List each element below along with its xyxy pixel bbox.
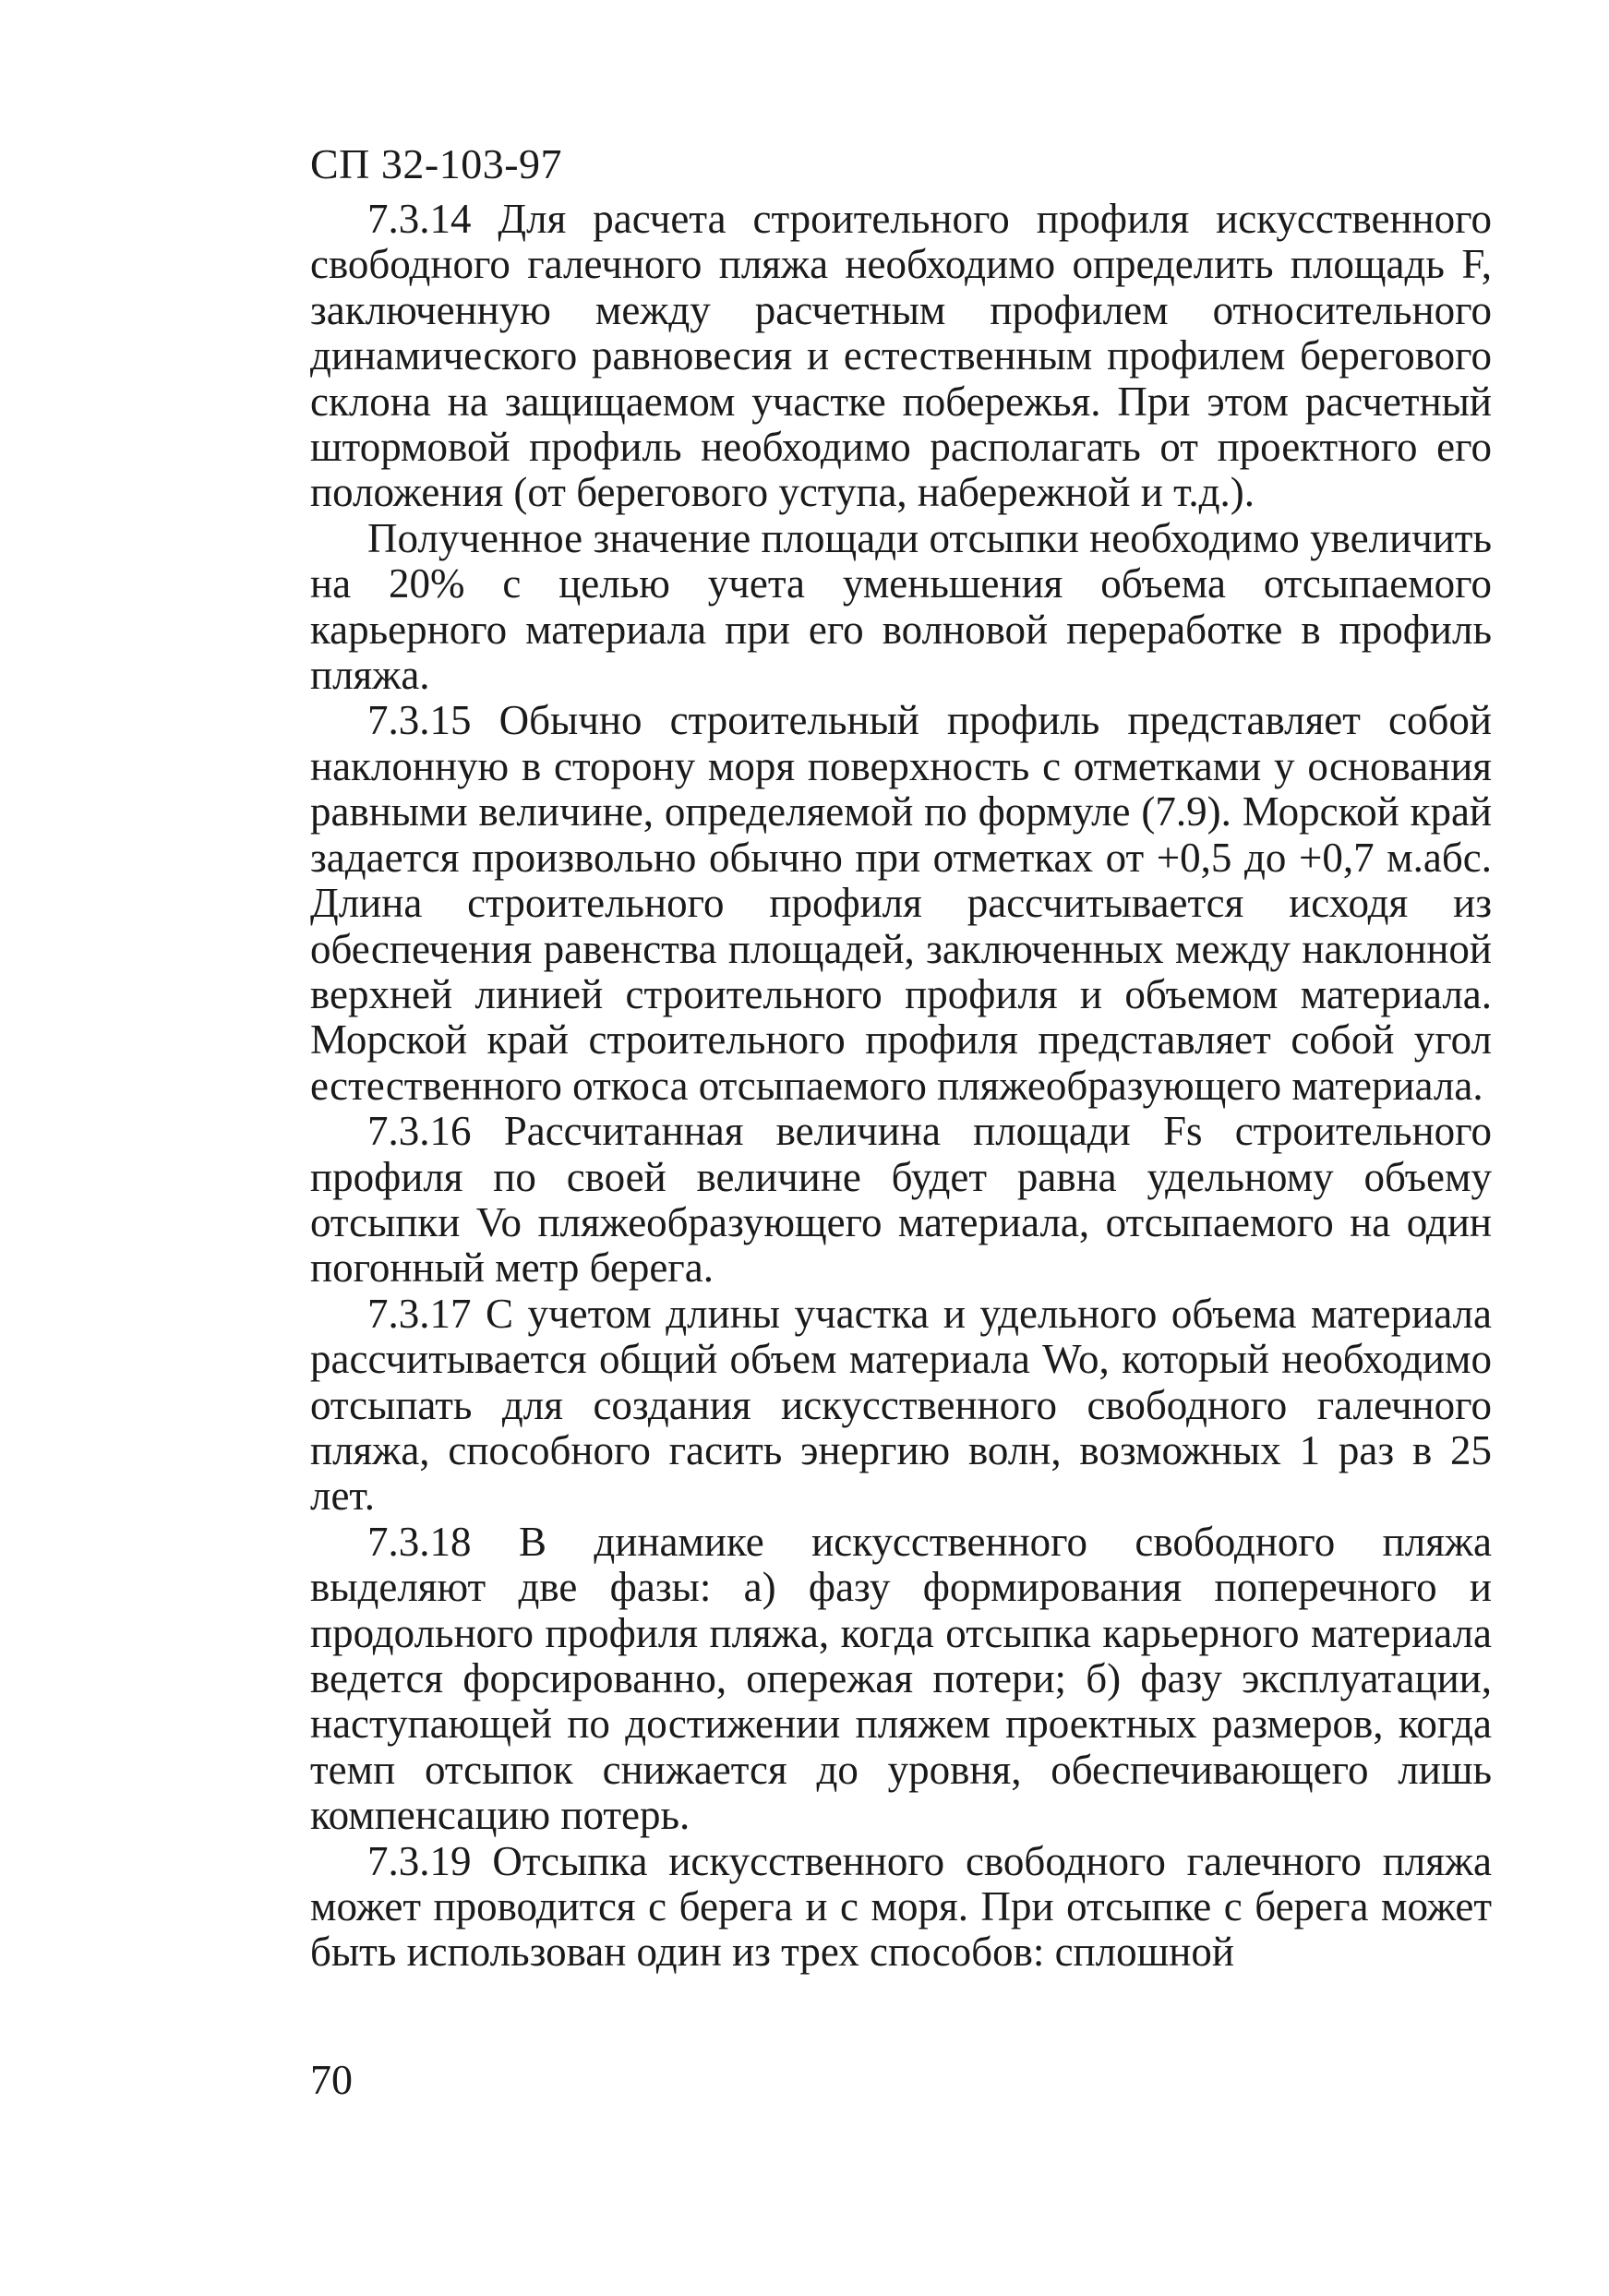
paragraph-7-3-15: 7.3.15 Обычно строительный профиль представляет собой наклонную в сторону моря поверхность с отметками у основания равными величине, определяемой по формуле (7.9). Морской край задается произвольно обычно при отметках от +0,5 до +0,7 м.абс. Длина строительного профиля рассчитывается исходя из обеспечения равенства площадей, заключенных между наклонной верхней линией строительного профиля и объемом материала. Морской край строительного профиля представляет собой угол естественного откоса отсыпаемого пляжеобразующего материала.	[310, 697, 1492, 1109]
paragraph-7-3-17: 7.3.17 С учетом длины участка и удельного объема материала рассчитывается общий объем материала Wo, который необходимо отсыпать для создания искусственного свободного галечного пляжа, способного гасить энергию волн, возможных 1 раз в 25 лет.	[310, 1290, 1492, 1520]
document-code: СП 32-103-97	[310, 140, 563, 187]
paragraph-7-3-19: 7.3.19 Отсыпка искусственного свободного галечного пляжа может проводится с берега и с моря. При отсыпке с берега может быть использован один из трех способов: сплошной	[310, 1837, 1492, 1976]
paragraph-7-3-14: 7.3.14 Для расчета строительного профиля искусственного свободного галечного пляжа необходимо определить площадь F, заключенную между расчетным профилем относительного динамического равновесия и естественным профилем берегового склона на защищаемом участке побережья. При этом расчетный штормовой профиль необходимо располагать от проектного его положения (от берегового уступа, набережной и т.д.).	[310, 196, 1492, 516]
paragraph-fill-area-note: Полученное значение площади отсыпки необходимо увеличить на 20% с целью учета уменьшения объема отсыпаемого карьерного материала при его волновой переработке в профиль пляжа.	[310, 514, 1492, 699]
page-number: 70	[310, 2056, 353, 2103]
body-text	[310, 197, 1492, 1976]
paragraph-7-3-16: 7.3.16 Рассчитанная величина площади Fs строительного профиля по своей величине будет равна удельному объему отсыпки Vo пляжеобразующего материала, отсыпаемого на один погонный метр берега.	[310, 1108, 1492, 1292]
paragraph-7-3-18: 7.3.18 В динамике искусственного свободного пляжа выделяют две фазы: а) фазу формирования поперечного и продольного профиля пляжа, когда отсыпка карьерного материала ведется форсированно, опережая потери; б) фазу эксплуатации, наступающей по достижении пляжем проектных размеров, когда темп отсыпок снижается до уровня, обеспечивающего лишь компенсацию потерь.	[310, 1518, 1492, 1839]
